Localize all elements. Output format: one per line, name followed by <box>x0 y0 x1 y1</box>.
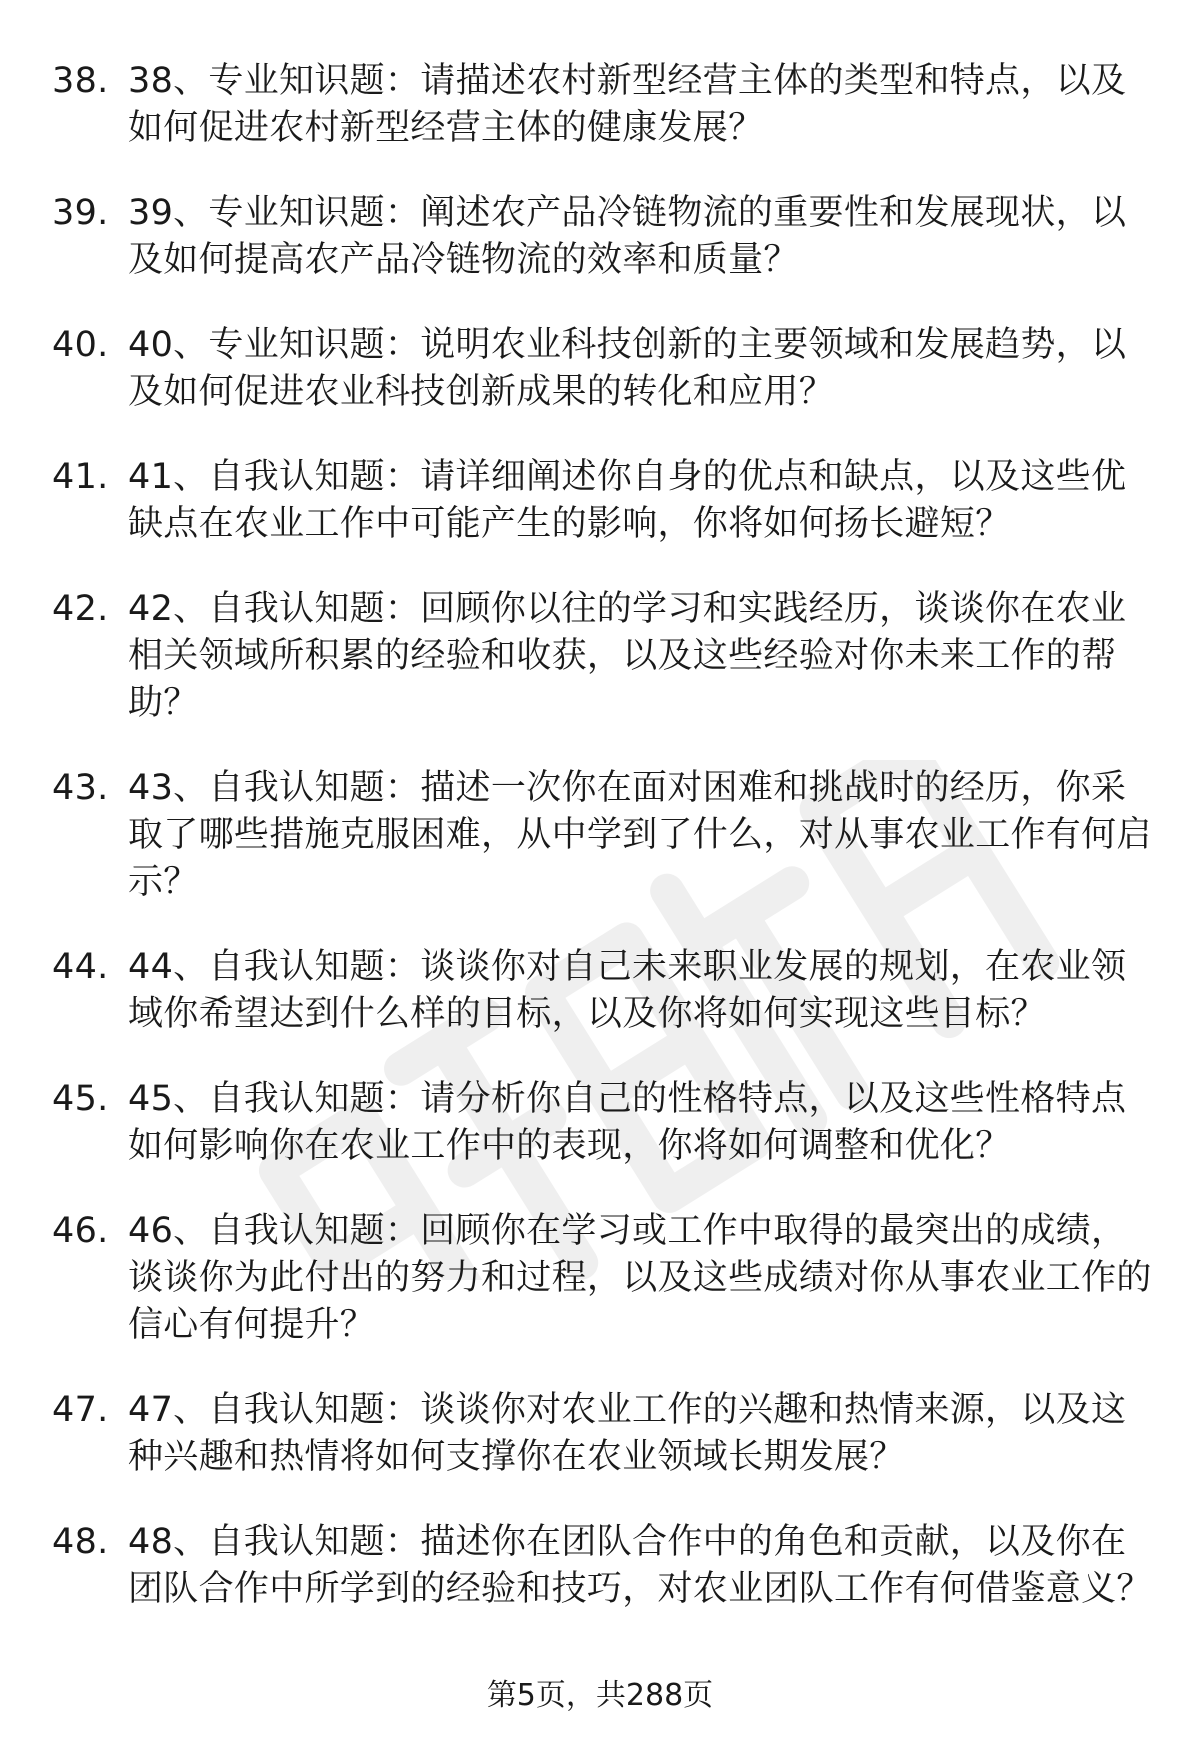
question-text: 41、自我认知题：请详细阐述你自身的优点和缺点，以及这些优缺点在农业工作中可能产生的影响，你将如何扬长避短？ <box>128 457 1127 544</box>
question-text: 48、自我认知题：描述你在团队合作中的角色和贡献，以及你在团队合作中所学到的经验和技巧，对农业团队工作有何借鉴意义？ <box>128 1522 1152 1609</box>
question-text: 39、专业知识题：阐述农产品冷链物流的重要性和发展现状，以及如何提高农产品冷链物流的效率和质量？ <box>128 193 1127 280</box>
question-item <box>0 454 1200 548</box>
question-number: 47. <box>52 1390 109 1430</box>
question-text: 40、专业知识题：说明农业科技创新的主要领域和发展趋势，以及如何促进农业科技创新成果的转化和应用？ <box>128 325 1127 412</box>
question-text: 45、自我认知题：请分析你自己的性格特点，以及这些性格特点如何影响你在农业工作中的表现，你将如何调整和优化？ <box>128 1079 1127 1166</box>
question-number: 38. <box>52 61 109 101</box>
question-text: 47、自我认知题：谈谈你对农业工作的兴趣和热情来源，以及这种兴趣和热情将如何支撑你在农业领域长期发展？ <box>128 1390 1127 1477</box>
question-item <box>0 322 1200 416</box>
question-number: 48. <box>52 1522 109 1562</box>
question-number: 46. <box>52 1211 109 1251</box>
question-text: 44、自我认知题：谈谈你对自己未来职业发展的规划，在农业领域你希望达到什么样的目标，以及你将如何实现这些目标？ <box>128 947 1127 1034</box>
question-number: 40. <box>52 325 109 365</box>
question-text: 42、自我认知题：回顾你以往的学习和实践经历，谈谈你在农业相关领域所积累的经验和收获，以及这些经验对你未来工作的帮助？ <box>128 589 1127 723</box>
question-item <box>0 1519 1200 1613</box>
question-list <box>0 58 1200 1651</box>
question-number: 43. <box>52 768 109 808</box>
question-item <box>0 765 1200 906</box>
question-item <box>0 190 1200 284</box>
question-number: 41. <box>52 457 109 497</box>
question-item <box>0 586 1200 727</box>
question-item <box>0 1076 1200 1170</box>
question-text: 43、自我认知题：描述一次你在面对困难和挑战时的经历，你采取了哪些措施克服困难，从中学到了什么，对从事农业工作有何启示？ <box>128 768 1152 902</box>
question-text: 38、专业知识题：请描述农村新型经营主体的类型和特点，以及如何促进农村新型经营主体的健康发展？ <box>128 61 1127 148</box>
page-footer: 第5页，共288页 <box>486 1678 714 1713</box>
question-number: 42. <box>52 589 109 629</box>
question-number: 45. <box>52 1079 109 1119</box>
question-text: 46、自我认知题：回顾你在学习或工作中取得的最突出的成绩，谈谈你为此付出的努力和过程，以及这些成绩对你从事农业工作的信心有何提升？ <box>128 1211 1152 1345</box>
question-item <box>0 1208 1200 1349</box>
question-number: 44. <box>52 947 109 987</box>
question-item <box>0 58 1200 152</box>
question-item <box>0 944 1200 1038</box>
question-item <box>0 1387 1200 1481</box>
question-number: 39. <box>52 193 109 233</box>
